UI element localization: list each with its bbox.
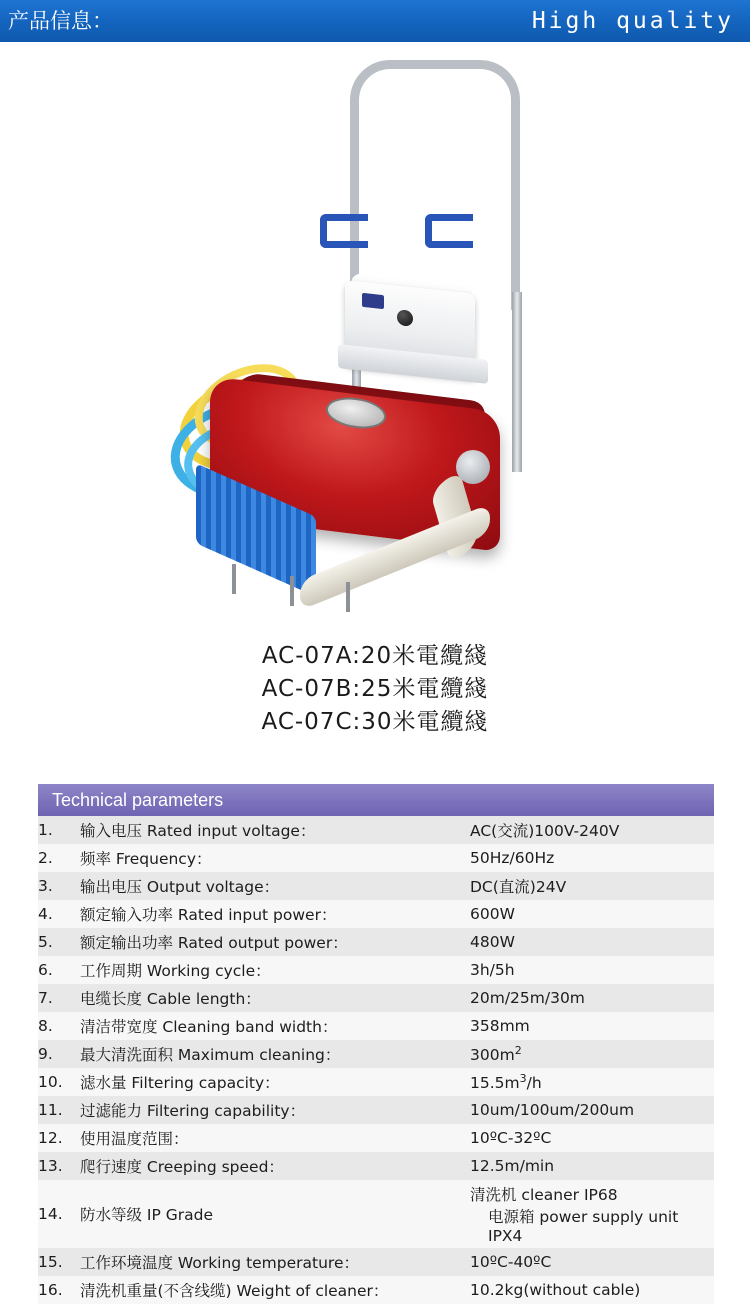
handle-bar-icon xyxy=(350,60,520,310)
row-value-text: 15.5m xyxy=(470,1074,520,1093)
row-label: 输出电压 Output voltage： xyxy=(80,872,470,900)
page-title: 产品信息： xyxy=(8,9,113,33)
row-number: 16. xyxy=(38,1276,80,1304)
pool-cleaner-illustration xyxy=(150,42,610,612)
ip-grade-lines xyxy=(470,1183,714,1245)
cleaner-leg xyxy=(290,576,294,606)
table-row xyxy=(38,1152,714,1180)
handle-right-post xyxy=(512,292,522,472)
row-number: 8. xyxy=(38,1012,80,1040)
row-number: 4. xyxy=(38,900,80,928)
row-label: 工作环境温度 Working temperature： xyxy=(80,1248,470,1276)
table-row xyxy=(38,1068,714,1096)
table-row xyxy=(38,872,714,900)
row-label: 最大清洗面积 Maximum cleaning： xyxy=(80,1040,470,1068)
model-list xyxy=(0,640,750,739)
table-row xyxy=(38,956,714,984)
cleaner-leg xyxy=(346,582,350,612)
table-row xyxy=(38,1124,714,1152)
model-line: AC-07C:30米電纜綫 xyxy=(261,709,489,735)
row-label: 额定输出功率 Rated output power： xyxy=(80,928,470,956)
table-row xyxy=(38,900,714,928)
cable-clip-left-icon xyxy=(320,214,368,248)
ip-grade-power-supply: 电源箱 power supply unit IPX4 xyxy=(488,1208,679,1245)
row-number: 13. xyxy=(38,1152,80,1180)
cleaner-leg xyxy=(232,564,236,594)
row-number: 12. xyxy=(38,1124,80,1152)
row-label: 清洁带宽度 Cleaning band width： xyxy=(80,1012,470,1040)
table-row xyxy=(38,1096,714,1124)
product-image-area xyxy=(0,42,750,622)
row-label: 输入电压 Rated input voltage： xyxy=(80,816,470,844)
row-value: 10.2kg(without cable) xyxy=(470,1276,714,1304)
header-quality-label: High quality xyxy=(531,8,734,34)
row-number: 6. xyxy=(38,956,80,984)
row-value: 10um/100um/200um xyxy=(470,1096,714,1124)
table-row xyxy=(38,984,714,1012)
row-number: 11. xyxy=(38,1096,80,1124)
row-label: 使用温度范围： xyxy=(80,1124,470,1152)
table-row xyxy=(38,1040,714,1068)
table-row-ip-grade xyxy=(38,1180,714,1248)
row-label: 电缆长度 Cable length： xyxy=(80,984,470,1012)
row-number: 14. xyxy=(38,1180,80,1248)
row-label: 过滤能力 Filtering capability： xyxy=(80,1096,470,1124)
row-number: 10. xyxy=(38,1068,80,1096)
table-row xyxy=(38,928,714,956)
technical-parameters-section xyxy=(38,784,714,1304)
row-value: 12.5m/min xyxy=(470,1152,714,1180)
row-number: 15. xyxy=(38,1248,80,1276)
superscript-2: 2 xyxy=(514,1043,522,1057)
row-value: DC(直流)24V xyxy=(470,872,714,900)
row-value: 20m/25m/30m xyxy=(470,984,714,1012)
table-row xyxy=(38,1248,714,1276)
row-number: 9. xyxy=(38,1040,80,1068)
row-number: 3. xyxy=(38,872,80,900)
model-line: AC-07B:25米電纜綫 xyxy=(261,676,489,702)
row-value-suffix: /h xyxy=(526,1074,542,1093)
row-label: 防水等级 IP Grade xyxy=(80,1180,470,1248)
model-line: AC-07A:20米電纜綫 xyxy=(261,643,489,669)
row-value: 600W xyxy=(470,900,714,928)
row-value: 358mm xyxy=(470,1012,714,1040)
cable-clip-right-icon xyxy=(425,214,473,248)
table-row xyxy=(38,844,714,872)
superscript-3: 3 xyxy=(519,1071,527,1085)
technical-parameters-table xyxy=(38,816,714,1304)
row-value: 3h/5h xyxy=(470,956,714,984)
technical-parameters-header: Technical parameters xyxy=(38,784,714,816)
row-value-text: 300m xyxy=(470,1046,515,1065)
row-label: 工作周期 Working cycle： xyxy=(80,956,470,984)
row-number: 5. xyxy=(38,928,80,956)
ip-grade-cleaner: 清洗机 cleaner IP68 xyxy=(470,1186,618,1204)
table-row xyxy=(38,816,714,844)
row-value xyxy=(470,1040,714,1068)
row-value: 10ºC-32ºC xyxy=(470,1124,714,1152)
row-value: 10ºC-40ºC xyxy=(470,1248,714,1276)
row-value: 480W xyxy=(470,928,714,956)
table-row xyxy=(38,1012,714,1040)
row-value: AC(交流)100V-240V xyxy=(470,816,714,844)
page-header xyxy=(0,0,750,42)
row-label: 清洗机重量(不含线缆) Weight of cleaner： xyxy=(80,1276,470,1304)
row-label: 滤水量 Filtering capacity： xyxy=(80,1068,470,1096)
row-number: 1. xyxy=(38,816,80,844)
table-row xyxy=(38,1276,714,1304)
row-number: 7. xyxy=(38,984,80,1012)
row-label: 爬行速度 Creeping speed： xyxy=(80,1152,470,1180)
row-value xyxy=(470,1068,714,1096)
row-value xyxy=(470,1180,714,1248)
row-label: 额定输入功率 Rated input power： xyxy=(80,900,470,928)
row-label: 频率 Frequency： xyxy=(80,844,470,872)
cleaner-wheel xyxy=(456,450,490,484)
control-display-icon xyxy=(362,293,384,309)
row-value: 50Hz/60Hz xyxy=(470,844,714,872)
row-number: 2. xyxy=(38,844,80,872)
